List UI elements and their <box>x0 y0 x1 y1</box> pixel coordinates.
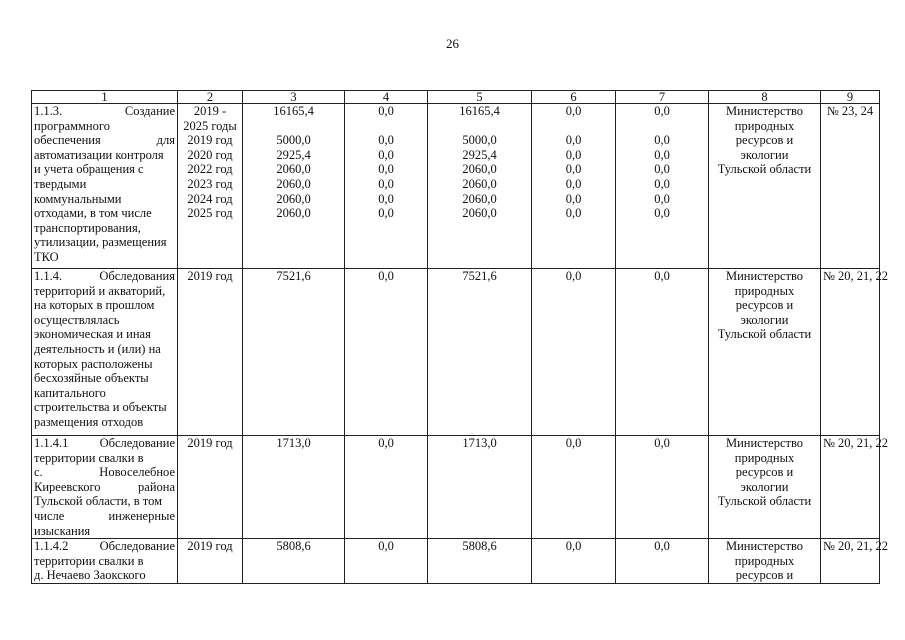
cell-line: 1.1.4.1 Обследование <box>34 436 175 450</box>
cell-line: 2019 год <box>187 133 233 148</box>
cell-line: размещения отходов <box>34 414 144 429</box>
amount-cell-col3 <box>243 104 345 269</box>
cell-line: 0,0 <box>378 269 394 283</box>
cell-line: твердыми <box>34 176 87 191</box>
cell-line: обеспечения для <box>34 133 175 148</box>
cell-line: 2060,0 <box>276 206 311 221</box>
column-header-9: 9 <box>821 91 880 104</box>
cell-line: 2022 год <box>187 162 233 177</box>
cell-line: 0,0 <box>378 162 394 177</box>
cell-line: 2019 год <box>187 436 233 450</box>
cell-line: 0,0 <box>565 191 582 206</box>
cell-line: 0,0 <box>654 133 670 148</box>
cell-line: территорий и акваторий, <box>34 283 166 298</box>
cell-line: Киреевского района <box>34 479 175 494</box>
amount-cell-col5 <box>428 269 532 436</box>
cell-line: деятельность и (или) на <box>34 341 161 356</box>
column-header-3: 3 <box>243 91 345 104</box>
cell-line: 5808,6 <box>276 539 311 554</box>
amount-cell-col5 <box>428 436 532 539</box>
activity-name-cell <box>32 269 178 436</box>
cell-line: 0,0 <box>565 539 582 554</box>
cell-line: 7521,6 <box>276 269 311 283</box>
cell-line: ресурсов и <box>735 465 794 480</box>
cell-line: утилизации, размещения <box>34 235 167 250</box>
cell-line: природных <box>734 283 795 298</box>
cell-line: 0,0 <box>378 436 394 450</box>
cell-line: Министерство <box>725 269 804 283</box>
cell-line: 2060,0 <box>276 176 311 191</box>
cell-line: числе инженерные <box>34 508 175 523</box>
cell-line: 1.1.4. Обследования <box>34 269 175 283</box>
column-header-2: 2 <box>178 91 243 104</box>
amount-cell-col4 <box>345 269 428 436</box>
cell-line: 2925,4 <box>276 147 311 162</box>
cell-line: и учета обращения с <box>34 162 144 177</box>
indicator-cell <box>821 436 889 539</box>
cell-line: 0,0 <box>565 269 582 283</box>
cell-line: территории свалки в <box>34 450 144 465</box>
cell-line: 2019 - <box>193 104 227 118</box>
cell-line: 1713,0 <box>462 436 497 450</box>
cell-line: Тульской области <box>717 494 812 509</box>
cell-line: 0,0 <box>378 104 394 118</box>
cell-line: экономическая и иная <box>34 327 151 342</box>
cell-line: 5000,0 <box>462 133 497 148</box>
cell-line: природных <box>734 450 795 465</box>
cell-line: которых расположены <box>34 356 153 371</box>
cell-line: 0,0 <box>654 176 670 191</box>
cell-line: Тульской области <box>717 162 812 177</box>
cell-line: Тульской области, в том <box>34 494 162 509</box>
amount-cell-col6 <box>532 104 616 269</box>
column-header-8: 8 <box>709 91 821 104</box>
cell-line: ресурсов и <box>735 568 794 583</box>
amount-cell-col7 <box>616 436 709 539</box>
cell-line: 0,0 <box>378 539 394 554</box>
cell-line: 5808,6 <box>462 539 497 554</box>
cell-line: 1.1.3. Создание <box>34 104 175 118</box>
table-row <box>32 539 880 584</box>
cell-line: территории свалки в <box>34 553 144 568</box>
cell-line: 0,0 <box>654 147 670 162</box>
cell-line: ресурсов и <box>735 298 794 313</box>
amount-cell-col7 <box>616 104 709 269</box>
cell-line: д. Нечаево Заокского <box>34 568 146 583</box>
cell-line: 0,0 <box>378 133 394 148</box>
table-row <box>32 436 880 539</box>
cell-line: природных <box>734 118 795 133</box>
period-cell <box>178 269 243 436</box>
cell-line: 2019 год <box>187 269 233 283</box>
table-row <box>32 104 880 269</box>
cell-line: 2060,0 <box>276 162 311 177</box>
activity-name-cell <box>32 539 178 584</box>
cell-line: транспортирования, <box>34 220 141 235</box>
cell-line: 0,0 <box>654 162 670 177</box>
cell-line: 0,0 <box>565 206 582 221</box>
cell-line: 0,0 <box>565 133 582 148</box>
amount-cell-col3 <box>243 436 345 539</box>
cell-line: 16165,4 <box>459 104 500 118</box>
cell-line: Министерство <box>725 104 804 118</box>
responsible-cell <box>709 539 821 584</box>
cell-line: Министерство <box>725 436 804 450</box>
cell-line: 2023 год <box>187 176 233 191</box>
cell-line: экологии <box>740 479 789 494</box>
amount-cell-col7 <box>616 539 709 584</box>
period-cell <box>178 539 243 584</box>
cell-line: 0,0 <box>565 104 582 118</box>
cell-line: 0,0 <box>378 147 394 162</box>
cell-line: 2024 год <box>187 191 233 206</box>
amount-cell-col5 <box>428 104 532 269</box>
cell-line: экологии <box>740 147 789 162</box>
cell-line: на которых в прошлом <box>34 298 155 313</box>
amount-cell-col6 <box>532 539 616 584</box>
cell-line: 0,0 <box>565 147 582 162</box>
amount-cell-col6 <box>532 269 616 436</box>
responsible-cell <box>709 269 821 436</box>
cell-line: 2019 год <box>187 539 233 554</box>
cell-line: 0,0 <box>654 539 670 554</box>
cell-line: № 20, 21, 22 <box>823 539 889 554</box>
cell-line: строительства и объекты <box>34 400 167 415</box>
cell-line: 2060,0 <box>462 191 497 206</box>
column-header-7: 7 <box>616 91 709 104</box>
cell-line: природных <box>734 553 795 568</box>
cell-line: № 20, 21, 22 <box>823 436 889 450</box>
indicator-cell <box>821 539 889 584</box>
cell-line: ТКО <box>34 249 59 264</box>
amount-cell-col4 <box>345 104 428 269</box>
cell-line: 0,0 <box>654 104 670 118</box>
responsible-cell <box>709 436 821 539</box>
column-header-1: 1 <box>32 91 178 104</box>
cell-line: 0,0 <box>378 206 394 221</box>
indicator-cell <box>821 269 889 436</box>
period-cell <box>178 104 243 269</box>
activity-name-cell <box>32 104 178 269</box>
header-row <box>32 91 880 104</box>
table-row <box>32 269 880 436</box>
cell-line: № 20, 21, 22 <box>823 269 889 283</box>
cell-line: с. Новоселебное <box>34 465 175 480</box>
amount-cell-col4 <box>345 539 428 584</box>
program-table <box>31 90 889 584</box>
amount-cell-col6 <box>532 436 616 539</box>
amount-cell-col4 <box>345 436 428 539</box>
cell-line: 2020 год <box>187 147 233 162</box>
cell-line: 0,0 <box>565 162 582 177</box>
amount-cell-col5 <box>428 539 532 584</box>
cell-line: 0,0 <box>654 191 670 206</box>
cell-line: 2025 год <box>187 206 233 221</box>
cell-line: Министерство <box>725 539 804 554</box>
column-header-6: 6 <box>532 91 616 104</box>
cell-line: 0,0 <box>654 436 670 450</box>
cell-line: 2925,4 <box>462 147 497 162</box>
cell-line: 16165,4 <box>273 104 314 118</box>
cell-line: программного <box>34 118 110 133</box>
cell-line: 0,0 <box>378 176 394 191</box>
activity-name-cell <box>32 436 178 539</box>
cell-line: 0,0 <box>378 191 394 206</box>
amount-cell-col7 <box>616 269 709 436</box>
cell-line: ресурсов и <box>735 133 794 148</box>
cell-line: 2060,0 <box>462 206 497 221</box>
cell-line: коммунальными <box>34 191 122 206</box>
cell-line: 2025 годы <box>183 118 237 133</box>
cell-line: бесхозяйные объекты <box>34 371 149 386</box>
cell-line: отходами, в том числе <box>34 206 152 221</box>
cell-line: 5000,0 <box>276 133 311 148</box>
cell-line: 2060,0 <box>462 162 497 177</box>
cell-line: 7521,6 <box>462 269 497 283</box>
column-header-4: 4 <box>345 91 428 104</box>
cell-line: 2060,0 <box>462 176 497 191</box>
cell-line: 0,0 <box>654 269 670 283</box>
page-number: 26 <box>446 36 459 51</box>
cell-line: 0,0 <box>654 206 670 221</box>
cell-line: осуществлялась <box>34 312 120 327</box>
cell-line: изыскания <box>34 523 91 538</box>
amount-cell-col3 <box>243 539 345 584</box>
column-header-5: 5 <box>428 91 532 104</box>
indicator-cell <box>821 104 880 269</box>
period-cell <box>178 436 243 539</box>
cell-line: Тульской области <box>717 327 812 342</box>
cell-line: экологии <box>740 312 789 327</box>
cell-line: капитального <box>34 385 106 400</box>
responsible-cell <box>709 104 821 269</box>
cell-line: автоматизации контроля <box>34 147 164 162</box>
cell-line: 2060,0 <box>276 191 311 206</box>
cell-line: 1713,0 <box>276 436 311 450</box>
cell-line: 0,0 <box>565 176 582 191</box>
cell-line: № 23, 24 <box>826 104 874 118</box>
amount-cell-col3 <box>243 269 345 436</box>
cell-line: 1.1.4.2 Обследование <box>34 539 175 554</box>
cell-line: 0,0 <box>565 436 582 450</box>
